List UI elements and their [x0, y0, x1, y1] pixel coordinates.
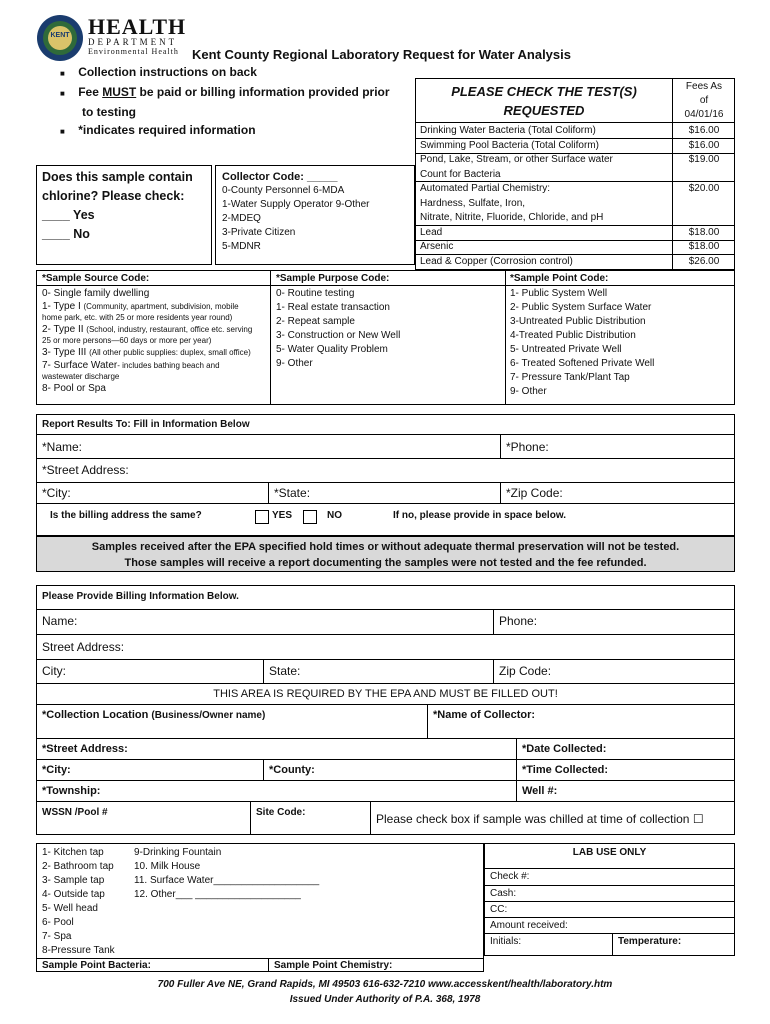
billing-same-question: Is the billing address the same?	[50, 510, 202, 521]
tests-header: PLEASE CHECK THE TEST(S) REQUESTED	[451, 84, 637, 118]
sample-point-chemistry-field[interactable]: Sample Point Chemistry:	[274, 960, 393, 971]
test-row-drinking-water[interactable]: Drinking Water Bacteria (Total Coliform)	[420, 125, 596, 136]
point-codes: *Sample Point Code: 1- Public System Well 2- Public System Surface Water 3-Untreated Public Distribution 4-Treated Public Distribution 5- Untreated Private Well 6- Treated Softened Private Well 7- Pressure Tank/Plant Tap 9- Other	[510, 273, 655, 397]
well-number-field[interactable]: Well #:	[522, 785, 558, 797]
report-zip-field[interactable]: *Zip Code:	[506, 486, 563, 500]
billing-street-field[interactable]: Street Address:	[42, 640, 125, 654]
tap-list-col2: 9-Drinking Fountain 10. Milk House 11. Surface Water___________________ 12. Other___ ___________________	[134, 847, 320, 900]
epa-street-field[interactable]: *Street Address:	[42, 743, 128, 755]
billing-yes-checkbox[interactable]	[255, 510, 269, 524]
report-street-field[interactable]: *Street Address:	[42, 463, 129, 477]
bullet-item-continuation: to testing	[82, 105, 136, 119]
logo-department: DEPARTMENT	[88, 37, 178, 47]
lab-cc-field[interactable]: CC:	[490, 904, 508, 915]
page-title: Kent County Regional Laboratory Request for Water Analysis	[192, 47, 571, 62]
report-title: Report Results To: Fill in Information Below	[42, 419, 250, 430]
report-state-field[interactable]: *State:	[274, 486, 311, 500]
time-collected-field[interactable]: *Time Collected:	[522, 764, 608, 776]
report-phone-field[interactable]: *Phone:	[506, 440, 549, 454]
epa-city-field[interactable]: *City:	[42, 764, 71, 776]
chilled-checkbox-label[interactable]: Please check box if sample was chilled at time of collection ☐	[376, 812, 704, 826]
bullet-list	[60, 63, 390, 141]
collector-codes: Collector Code: _____ 0-County Personnel 6-MDA 1-Water Supply Operator 9-Other 2-MDEQ 3-Private Citizen 5-MDNR	[222, 171, 370, 252]
lab-use-title: LAB USE ONLY	[572, 847, 647, 858]
lab-amount-field[interactable]: Amount received:	[490, 920, 568, 931]
billing-phone-field[interactable]: Phone:	[499, 614, 538, 628]
test-row-partial-chemistry-3: Nitrate, Nitrite, Fluoride, Chloride, and pH	[420, 212, 604, 223]
township-field[interactable]: *Township:	[42, 785, 101, 797]
sample-point-bacteria-field[interactable]: Sample Point Bacteria:	[42, 960, 151, 971]
test-row-partial-chemistry[interactable]: Automated Partial Chemistry:	[420, 183, 551, 194]
logo-seal-text: KENT	[50, 32, 70, 39]
source-codes: *Sample Source Code: 0- Single family dwelling 1- Type I (Community, apartment, subdivision, mobile home park, etc. with 25 or more residents year round) 2- Type II (School, industry, restaurant, office etc. serving 25 or more persons—60 days or more per year) 3- Type III (All other public supplies: duplex, small office) 7- Surface Water- includes bathing beach and wastewater discharge 8- Pool or Spa	[42, 273, 253, 394]
footer-authority: Issued Under Authority of P.A. 368, 1978	[289, 994, 481, 1005]
lab-use-box	[484, 843, 735, 956]
billing-title: Please Provide Billing Information Below.	[42, 591, 239, 602]
test-row-swimming-pool[interactable]: Swimming Pool Bacteria (Total Coliform)	[420, 139, 599, 151]
billing-no-checkbox[interactable]	[303, 510, 317, 524]
test-row-lead[interactable]: Lead	[420, 226, 443, 238]
wssn-pool-field[interactable]: WSSN /Pool #	[42, 807, 108, 818]
collection-location-field[interactable]: *Collection Location (Business/Owner name)	[42, 709, 266, 721]
purpose-codes: *Sample Purpose Code: 0- Routine testing 1- Real estate transaction 2- Repeat sample 3- Construction or New Well 5- Water Quality Problem 9- Other	[276, 273, 401, 369]
test-row-lead-copper[interactable]: Lead & Copper (Corrosion control)	[420, 255, 573, 267]
test-rows	[420, 124, 672, 269]
chlorine-yes[interactable]: ____ Yes	[42, 208, 95, 222]
test-row-surface-water[interactable]: Pond, Lake, Stream, or other Surface water	[420, 154, 613, 165]
billing-zip-field[interactable]: Zip Code:	[499, 664, 552, 678]
lab-temperature-field[interactable]: Temperature:	[618, 936, 682, 947]
logo-environmental-health: Environmental Health	[88, 47, 179, 56]
epa-notice: THIS AREA IS REQUIRED BY THE EPA AND MUST BE FILLED OUT!	[213, 688, 558, 700]
collector-name-field[interactable]: *Name of Collector:	[433, 709, 536, 721]
footer-address: 700 Fuller Ave NE, Grand Rapids, MI 49503 616-632-7210 www.accesskent/health/laboratory.htm	[157, 979, 613, 990]
billing-city-field[interactable]: City:	[42, 664, 66, 678]
tap-list-col1: 1- Kitchen tap 2- Bathroom tap 3- Sample tap 4- Outside tap 5- Well head 6- Pool 7- Spa 8-Pressure Tank	[42, 847, 115, 956]
bullet-item: ■ Collection instructions on back	[60, 65, 257, 79]
test-row-arsenic[interactable]: Arsenic	[420, 241, 454, 252]
lab-initials-field[interactable]: Initials:	[490, 936, 522, 947]
county-field[interactable]: *County:	[269, 764, 315, 776]
billing-no-label: NO	[327, 510, 342, 521]
billing-name-field[interactable]: Name:	[42, 614, 78, 628]
lab-check-field[interactable]: Check #:	[490, 871, 530, 882]
site-code-field[interactable]: Site Code:	[256, 807, 306, 818]
test-row-partial-chemistry-2: Hardness, Sulfate, Iron,	[420, 197, 526, 209]
warning-text: Samples received after the EPA specified hold times or without adequate thermal preservation will not be tested. Those samples will receive a report documenting the samples were not tested and the fee refunded.	[91, 541, 680, 569]
fee-column: $16.00 $16.00 $19.00 $20.00 $18.00 $18.00 $26.00	[688, 125, 720, 267]
test-row-surface-water-2: Count for Bacteria	[420, 168, 501, 180]
chlorine-no[interactable]: ____ No	[42, 227, 90, 241]
billing-yes-label: YES	[272, 510, 293, 521]
billing-state-field[interactable]: State:	[269, 664, 301, 678]
logo-health: HEALTH	[88, 14, 187, 39]
lab-cash-field[interactable]: Cash:	[490, 888, 517, 899]
report-city-field[interactable]: *City:	[42, 486, 71, 500]
report-name-field[interactable]: *Name:	[42, 440, 83, 454]
bullet-item: ■ Fee MUST be paid or billing information provided prior	[60, 85, 390, 99]
date-collected-field[interactable]: *Date Collected:	[522, 743, 607, 755]
billing-if-no-note: If no, please provide in space below.	[393, 510, 567, 521]
collector-code-title[interactable]: Collector Code: _____	[222, 171, 338, 183]
bullet-item: ■ *indicates required information	[60, 123, 256, 137]
fee-header: Fees As of 04/01/16	[684, 81, 724, 120]
chlorine-question: Does this sample contain chlorine? Please check: ____ Yes ____ No	[42, 168, 193, 244]
